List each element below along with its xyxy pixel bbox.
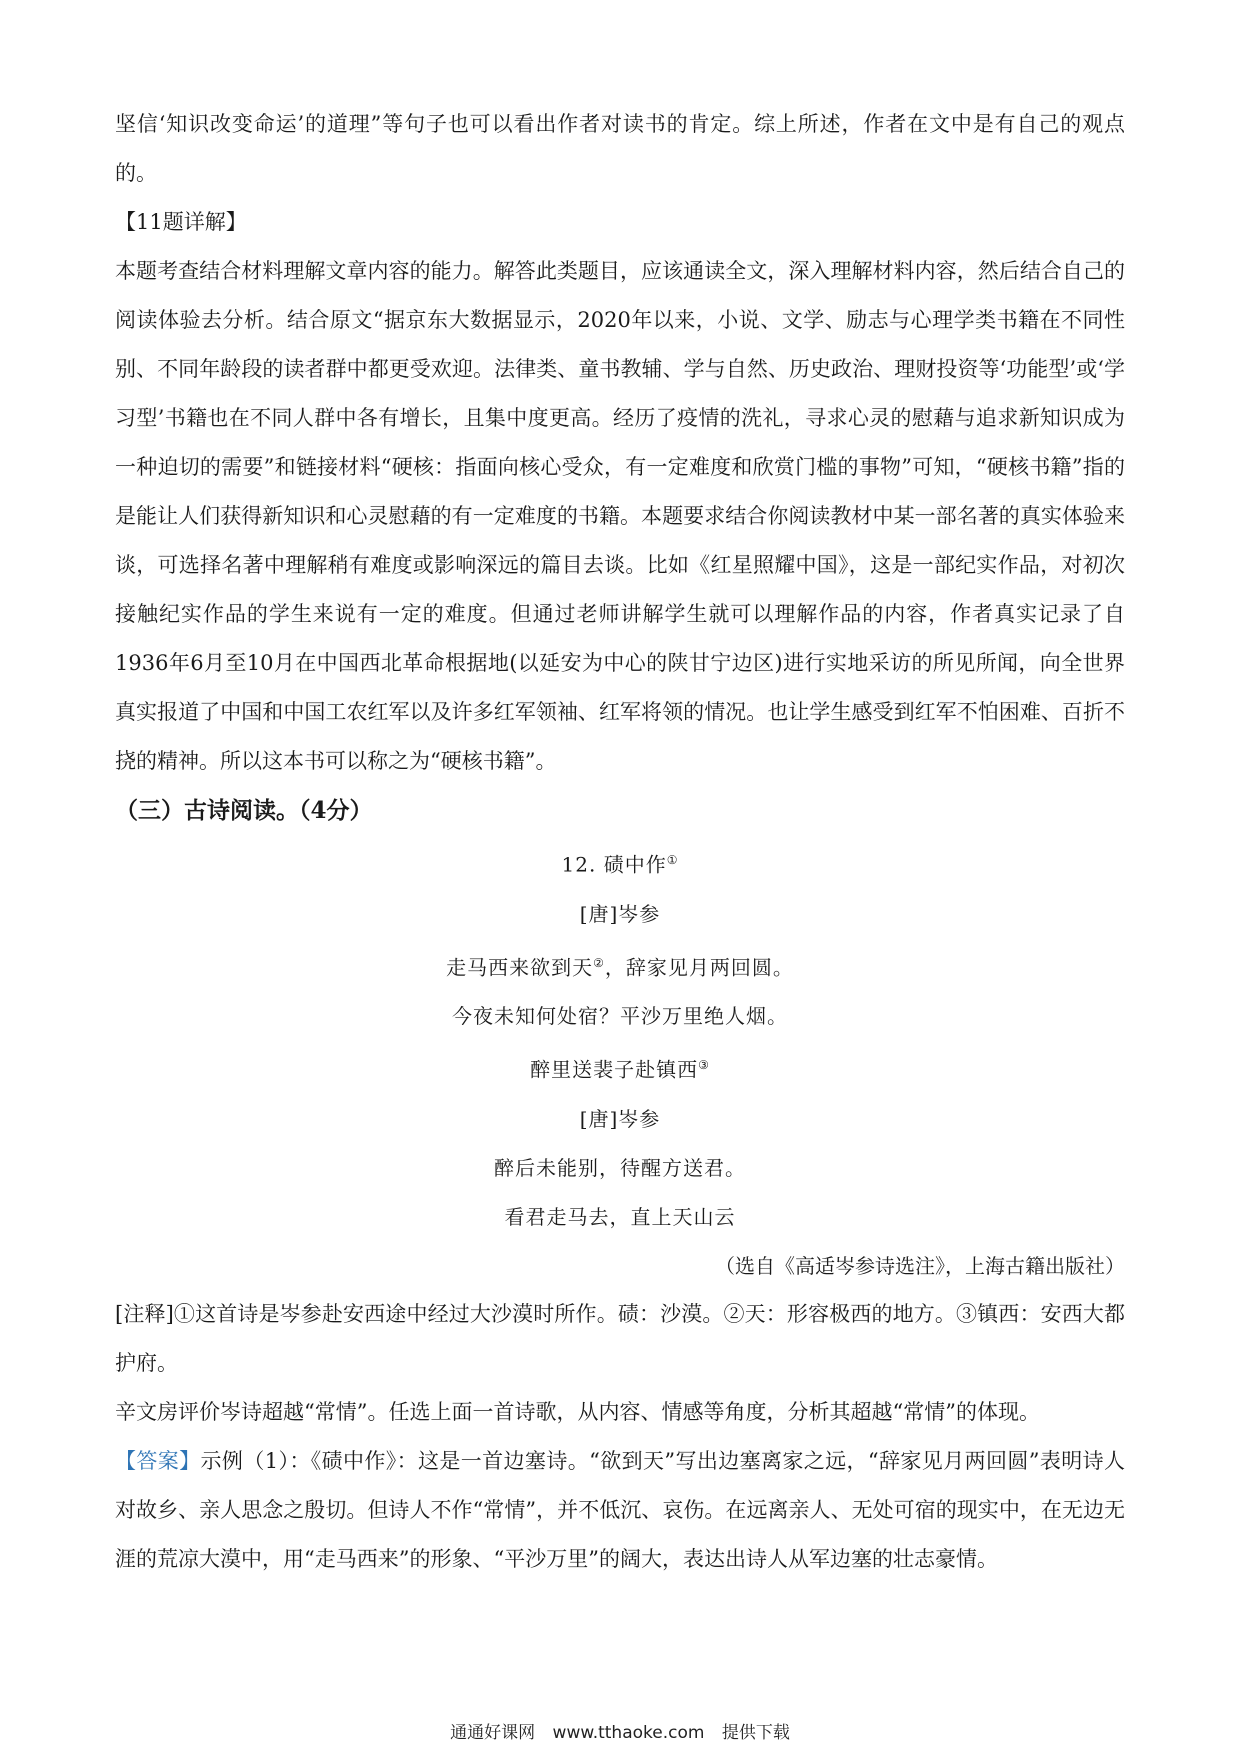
answer-label: 【答案】 [115, 1448, 201, 1473]
poem2-author: [唐]岑参 [579, 1106, 661, 1131]
q11-label: 【11题详解】 [115, 210, 247, 234]
footer-url[interactable]: www.tthaoke.com [552, 1723, 705, 1743]
poem-source: （选自《高适岑参诗选注》，上海古籍出版社） [715, 1253, 1125, 1278]
poem1-line1-a: 走马西来欲到天 [446, 955, 594, 980]
poem1-title-note: ① [666, 853, 679, 867]
poem1-line1 [115, 939, 1125, 993]
poem-1 [115, 836, 1125, 1041]
section3-heading: （三）古诗阅读。（4分） [115, 797, 373, 824]
poem1-title: 12. 碛中作 [561, 852, 667, 877]
poem2-line1: 醉后未能别，待醒方送君。 [494, 1155, 746, 1180]
footer-download: 提供下载 [721, 1723, 790, 1743]
q11-explanation: 本题考查结合材料理解文章内容的能力。解答此类题目，应该通读全文，深入理解材料内容，然后结合自己的阅读体验去分析。结合原文“据京东大数据显示，2020年以来，小说、文学、励志与心理学类书籍在不同性别、不同年龄段的读者群中都更受欢迎。法律类、童书教辅、学与自然、历史政治、理财投资等‘功能型’或‘学习型’书籍也在不同人群中各有增长，且集中度更高。经历了疫情的洗礼，寻求心灵的慰藉与追求新知识成为一种迫切的需要”和链接材料“硬核：指面向核心受众，有一定难度和欣赏门槛的事物”可知，“硬核书籍”指的是能让人们获得新知识和心灵慰藉的有一定难度的书籍。本题要求结合你阅读教材中某一部名著的真实体验来谈，可选择名著中理解稍有难度或影响深远的篇目去谈。比如《红星照耀中国》，这是一部纪实作品，对初次接触纪实作品的学生来说有一定的难度。但通过老师讲解学生就可以理解作品的内容，作者真实记录了自1936年6月至10月在中国西北革命根据地(以延安为中心的陕甘宁边区)进行实地采访的所见所闻，向全世界真实报道了中国和中国工农红军以及许多红军领袖、红军将领的情况。也让学生感受到红军不怕困难、百折不挠的精神。所以这本书可以称之为“硬核书籍”。 [115, 259, 1125, 773]
poem1-line2: 今夜未知何处宿？平沙万里绝人烟。 [452, 1004, 788, 1029]
poem1-line1-note: ② [593, 955, 605, 970]
poem2-title-note: ③ [698, 1058, 710, 1073]
top-paragraph: 坚信‘知识改变命运’的道理”等句子也可以看出作者对读书的肯定。综上所述，作者在文中是有自己的观点的。 [115, 112, 1125, 185]
document-page [115, 100, 1125, 1584]
poem1-title-line [115, 836, 1125, 890]
page-footer [0, 1718, 1240, 1743]
answer [115, 1437, 1125, 1584]
answer-text: 示例（1）：《碛中作》：这是一首边塞诗。“欲到天”写出边塞离家之远，“辞家见月两回圆”表明诗人对故乡、亲人思念之殷切。但诗人不作“常情”，并不低沉、哀伤。在远离亲人、无处可宿的现实中，在无边无涯的荒凉大漠中，用“走马西来”的形象、“平沙万里”的阔大，表达出诗人从军边塞的壮志豪情。 [115, 1448, 1125, 1571]
poem1-line1-b: ，辞家见月两回圆。 [604, 955, 794, 980]
footer-site-name: 通通好课网 [450, 1723, 536, 1743]
poem2-title: 醉里送裴子赴镇西 [530, 1057, 699, 1082]
poem2-line2: 看君走马去，直上天山云 [504, 1204, 736, 1229]
poem2-title-line [115, 1041, 1125, 1095]
question-12: 辛文房评价岑诗超越“常情”。任选上面一首诗歌，从内容、情感等角度，分析其超越“常情”的体现。 [115, 1399, 1040, 1424]
notes: [注释]①这首诗是岑参赴安西途中经过大沙漠时所作。碛：沙漠。②天：形容极西的地方。③镇西：安西大都护府。 [115, 1301, 1125, 1375]
poem1-author: [唐]岑参 [579, 901, 661, 926]
poem-2 [115, 1041, 1125, 1242]
